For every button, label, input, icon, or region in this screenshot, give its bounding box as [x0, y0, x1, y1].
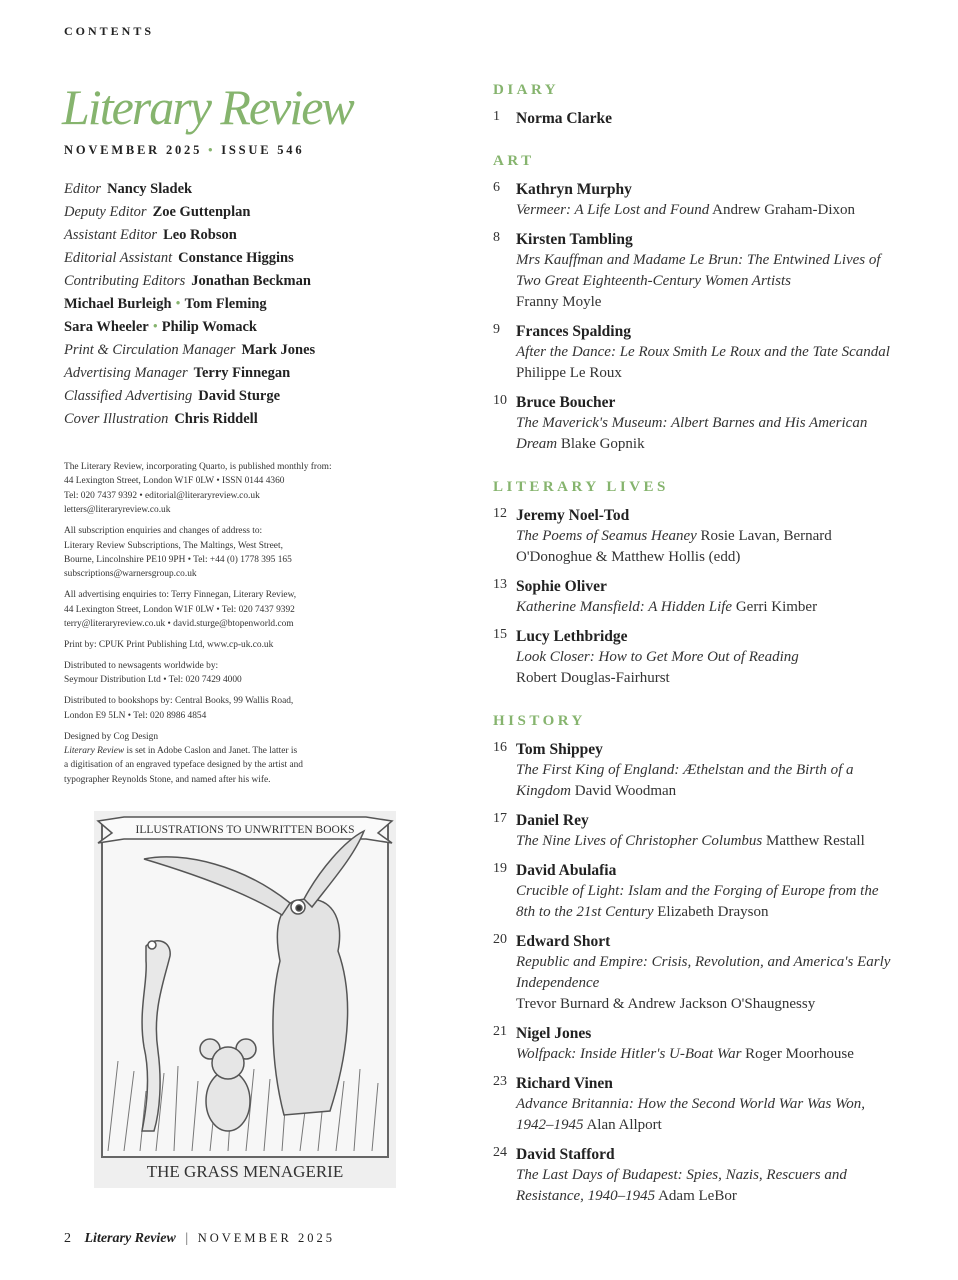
staff-editorial-assistant — [64, 247, 464, 270]
book-title: Mrs Kauffman and Madame Le Brun: The Entwined Lives of Two Great Eighteenth-Century Women Artists — [516, 252, 881, 289]
footer-divider: | — [185, 1231, 189, 1246]
staff-contributing-editors — [64, 270, 464, 293]
section-diary — [493, 82, 893, 129]
book-info — [516, 526, 893, 568]
book-title: The First King of England: Æthelstan and the Birth of a Kingdom — [516, 762, 854, 799]
contents-entry[interactable] — [493, 1023, 893, 1065]
separator-dot: • — [152, 319, 158, 335]
book-info — [516, 1044, 893, 1065]
book-info — [516, 342, 893, 384]
staff-role: Editorial Assistant — [64, 250, 173, 266]
staff-role: Print & Circulation Manager — [64, 342, 236, 358]
reviewer-name: Jeremy Noel-Tod — [516, 507, 630, 524]
book-author: Trevor Burnard & Andrew Jackson O'Shaugnessy — [516, 996, 816, 1012]
illustration-drawing — [94, 811, 396, 1188]
book-author: Adam LeBor — [658, 1188, 737, 1204]
staff-role: Contributing Editors — [64, 273, 186, 289]
book-info — [516, 1094, 893, 1136]
info-line: is set in Adobe Caslon and Janet. The latter is — [126, 745, 298, 756]
staff-role: Cover Illustration — [64, 411, 169, 427]
masthead-logo: Literary Review — [62, 79, 353, 135]
book-title: The Maverick's Museum: Albert Barnes and His American Dream — [516, 415, 868, 452]
reviewer-name: Tom Shippey — [516, 741, 603, 758]
subscription-info — [64, 524, 394, 582]
issue-month: NOVEMBER 2025 — [64, 143, 203, 157]
book-title: Look Closer: How to Get More Out of Reading — [516, 649, 799, 665]
reviewer-name: David Stafford — [516, 1146, 615, 1163]
info-line: All advertising enquiries to: Terry Finnegan, Literary Review, — [64, 590, 297, 601]
info-line: Distributed to bookshops by: Central Books, 99 Wallis Road, — [64, 696, 294, 707]
staff-role: Deputy Editor — [64, 204, 147, 220]
book-author: Blake Gopnik — [560, 436, 645, 452]
staff-name: Sara Wheeler — [64, 319, 149, 335]
separator-dot: • — [208, 143, 216, 157]
staff-list — [64, 178, 464, 431]
info-line: Seymour Distribution Ltd • Tel: 020 7429 4000 — [64, 675, 242, 686]
staff-name: David Sturge — [198, 388, 281, 404]
contents-entry[interactable] — [493, 229, 893, 313]
staff-assistant-editor — [64, 224, 464, 247]
section-heading: ART — [493, 153, 535, 169]
staff-name: Jonathan Beckman — [191, 273, 311, 289]
staff-deputy-editor — [64, 201, 464, 224]
book-title: Wolfpack: Inside Hitler's U-Boat War — [516, 1046, 742, 1062]
book-author: Elizabeth Drayson — [657, 904, 769, 920]
book-title: Vermeer: A Life Lost and Found — [516, 202, 710, 218]
book-author: Matthew Restall — [766, 833, 865, 849]
book-title: The Last Days of Budapest: Spies, Nazis, Rescuers and Resistance, 1940–1945 — [516, 1167, 847, 1204]
staff-name: Constance Higgins — [178, 250, 294, 266]
footer-month: NOVEMBER 2025 — [197, 1231, 335, 1245]
reviewer-name: Sophie Oliver — [516, 578, 607, 595]
staff-name: Philip Womack — [161, 319, 257, 335]
reviewer-name: Nigel Jones — [516, 1025, 592, 1042]
book-title: Katherine Mansfield: A Hidden Life — [516, 599, 733, 615]
page-number: 16 — [493, 740, 507, 755]
book-author: Rosie Lavan, Bernard O'Donoghue & Matthew Hollis (edd) — [516, 528, 832, 565]
book-title: After the Dance: Le Roux Smith Le Roux and the Tate Scandal — [516, 344, 890, 360]
book-author: Andrew Graham-Dixon — [712, 202, 856, 218]
page-number: 10 — [493, 393, 507, 408]
reviewer-name: Lucy Lethbridge — [516, 628, 628, 645]
book-info — [516, 952, 893, 1015]
advertising-info — [64, 588, 394, 631]
page-footer — [64, 1231, 335, 1247]
page-number: 24 — [493, 1145, 507, 1160]
contents-entry[interactable] — [493, 321, 893, 384]
staff-print-circulation — [64, 339, 464, 362]
info-line: Designed by Cog Design — [64, 731, 159, 742]
book-author: David Woodman — [574, 783, 677, 799]
info-line: Literary Review Subscriptions, The Maltings, West Street, — [64, 540, 283, 551]
issue-line — [64, 143, 304, 158]
staff-name: Terry Finnegan — [193, 365, 291, 381]
section-art — [493, 153, 893, 455]
reviewer-name: Kathryn Murphy — [516, 181, 632, 198]
staff-name: Mark Jones — [241, 342, 316, 358]
section-literary-lives — [493, 479, 893, 689]
illustration-banner-text: ILLUSTRATIONS TO UNWRITTEN BOOKS — [135, 824, 355, 836]
info-line: The Literary Review, incorporating Quarto, is published monthly from: — [64, 462, 332, 472]
cover-illustration — [94, 811, 396, 1188]
book-title: Republic and Empire: Crisis, Revolution, and America's Early Independence — [516, 954, 891, 991]
book-author: Gerri Kimber — [735, 599, 818, 615]
book-info — [516, 1165, 893, 1207]
reviewer-name: Edward Short — [516, 933, 611, 950]
contents-entry[interactable] — [493, 626, 893, 689]
book-info — [516, 250, 893, 313]
contents-entry[interactable] — [493, 931, 893, 1015]
staff-contributing-editors-3 — [64, 316, 464, 339]
info-line: All subscription enquiries and changes of address to: — [64, 526, 263, 537]
contents-label: CONTENTS — [64, 24, 155, 38]
info-line: typographer Reynolds Stone, and named after his wife. — [64, 774, 271, 785]
page-number: 15 — [493, 627, 507, 642]
book-author: Alan Allport — [586, 1117, 662, 1133]
staff-name: Leo Robson — [163, 227, 237, 243]
page-number: 6 — [493, 180, 500, 195]
info-line: terry@literaryreview.co.uk • david.sturge@btopenworld.com — [64, 619, 294, 630]
book-author: Philippe Le Roux — [516, 365, 622, 381]
staff-name: Chris Riddell — [174, 411, 258, 427]
page-number: 13 — [493, 577, 507, 592]
page-number: 17 — [493, 811, 507, 826]
info-line: 44 Lexington Street, London W1F 0LW • ISSN 0144 4360 — [64, 476, 285, 487]
book-info — [516, 413, 893, 455]
reviewer-name: Richard Vinen — [516, 1075, 613, 1092]
print-info: Print by: CPUK Print Publishing Ltd, www.cp-uk.co.uk — [64, 639, 274, 650]
staff-name: Michael Burleigh — [64, 296, 172, 312]
info-line: a digitisation of an engraved typeface designed by the artist and — [64, 760, 303, 771]
contents-entry[interactable] — [493, 576, 893, 618]
contents-entry[interactable] — [493, 810, 893, 852]
reviewer-name: Daniel Rey — [516, 812, 589, 829]
contents-entry[interactable] — [493, 108, 893, 129]
reviewer-name: Frances Spalding — [516, 323, 631, 340]
contents-entry[interactable] — [493, 739, 893, 802]
reviewer-name: Bruce Boucher — [516, 394, 616, 411]
issue-number: ISSUE 546 — [221, 143, 305, 157]
section-heading: DIARY — [493, 82, 560, 98]
book-title: Crucible of Light: Islam and the Forging of Europe from the 8th to the 21st Century — [516, 883, 879, 920]
separator-dot: • — [175, 296, 181, 312]
footer-page-number: 2 — [64, 1231, 71, 1246]
design-info — [64, 730, 394, 788]
contents-entry[interactable] — [493, 392, 893, 455]
staff-advertising — [64, 362, 464, 385]
book-info — [516, 647, 893, 689]
info-line: subscriptions@warnersgroup.co.uk — [64, 569, 197, 580]
page-number: 1 — [493, 109, 500, 124]
reviewer-name: Kirsten Tambling — [516, 231, 633, 248]
info-line: Bourne, Lincolnshire PE10 9PH • Tel: +44 (0) 1778 395 165 — [64, 554, 292, 565]
page-number: 21 — [493, 1024, 507, 1039]
contents-entry[interactable] — [493, 179, 893, 221]
staff-classified — [64, 385, 464, 408]
staff-cover — [64, 408, 464, 431]
newsagents-info — [64, 659, 394, 688]
contents-entry[interactable] — [493, 505, 893, 568]
contents-entry[interactable] — [493, 1073, 893, 1136]
book-info — [516, 597, 893, 618]
section-heading: HISTORY — [493, 713, 586, 729]
page-number: 23 — [493, 1074, 507, 1089]
publication-info — [64, 460, 394, 794]
book-author: Roger Moorhouse — [745, 1046, 854, 1062]
info-line: 44 Lexington Street, London W1F 0LW • Tel: 020 7437 9392 — [64, 604, 295, 615]
staff-role: Classified Advertising — [64, 388, 193, 404]
book-info — [516, 881, 893, 923]
page-number: 12 — [493, 506, 507, 521]
page-number: 8 — [493, 230, 500, 245]
book-author: Franny Moyle — [516, 294, 602, 310]
book-author: Robert Douglas-Fairhurst — [516, 670, 670, 686]
illustration-caption: THE GRASS MENAGERIE — [146, 1162, 344, 1181]
staff-name: Zoe Guttenplan — [152, 204, 251, 220]
reviewer-name: David Abulafia — [516, 862, 617, 879]
page-number: 20 — [493, 932, 507, 947]
section-history — [493, 713, 893, 1207]
bookshops-info — [64, 694, 394, 723]
book-info — [516, 760, 893, 802]
footer-brand: Literary Review — [84, 1231, 176, 1246]
info-line: London E9 5LN • Tel: 020 8986 4854 — [64, 710, 207, 721]
section-heading: LITERARY LIVES — [493, 479, 669, 495]
contents-entry[interactable] — [493, 1144, 893, 1207]
typeface-title: Literary Review — [64, 745, 125, 756]
contents-entry[interactable] — [493, 860, 893, 923]
staff-editor — [64, 178, 464, 201]
contents-list — [493, 82, 893, 1231]
reviewer-name: Norma Clarke — [516, 110, 612, 127]
staff-name: Tom Fleming — [184, 296, 267, 312]
book-info — [516, 200, 893, 221]
publisher-info — [64, 460, 394, 518]
book-title: The Poems of Seamus Heaney — [516, 528, 697, 544]
page-number: 9 — [493, 322, 500, 337]
staff-role: Editor — [64, 181, 102, 197]
info-line: Distributed to newsagents worldwide by: — [64, 660, 219, 671]
staff-role: Advertising Manager — [64, 365, 188, 381]
info-line: Tel: 020 7437 9392 • editorial@literaryreview.co.uk — [64, 490, 260, 501]
staff-contributing-editors-2 — [64, 293, 464, 316]
staff-role: Assistant Editor — [64, 227, 158, 243]
staff-name: Nancy Sladek — [107, 181, 193, 197]
book-info — [516, 831, 893, 852]
book-title: The Nine Lives of Christopher Columbus — [516, 833, 763, 849]
book-title: Advance Britannia: How the Second World War Was Won, 1942–1945 — [516, 1096, 866, 1133]
info-line: letters@literaryreview.co.uk — [64, 505, 171, 516]
page-number: 19 — [493, 861, 507, 876]
